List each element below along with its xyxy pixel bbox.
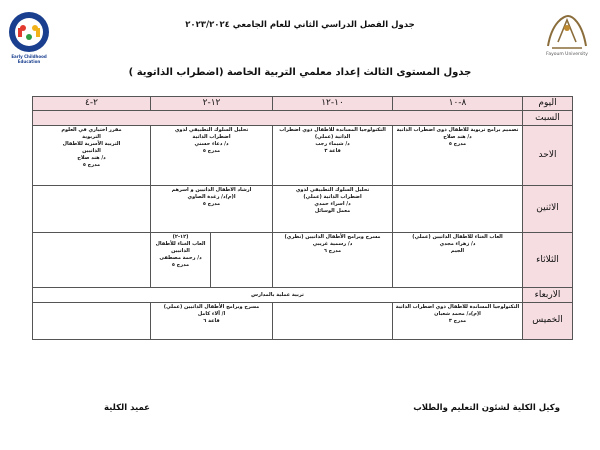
saturday-empty: [33, 111, 523, 125]
sunday-12-2: تحليل السلوك التطبيقي لذوي اضطراب الذاتية د/ دعاء حسني مدرج ٥: [151, 125, 273, 185]
col-header-12-2: ١٢-٢: [151, 97, 273, 111]
monday-8-10: [393, 185, 523, 232]
day-thursday: الخميس: [523, 302, 573, 339]
row-sunday: [33, 125, 573, 185]
col-header-day: اليوم: [523, 97, 573, 111]
right-logo-caption: Fayoum University: [546, 52, 588, 57]
day-monday: الاثنين: [523, 185, 573, 232]
tuesday-10-12: مسرح وبرامج الأطفال الذاتيين (نظري) د/ رسمية غريبي مدرج ٦: [273, 232, 393, 288]
row-wednesday: [33, 288, 573, 302]
document-title: جدول الفصل الدراسي الثاني للعام الجامعي ٢٠٢٣/٢٠٢٤: [185, 20, 415, 30]
left-logo-caption: Early Childhood Education: [11, 54, 47, 64]
wednesday-practicum: تربية عملية بالمدارس: [33, 288, 523, 302]
day-wednesday: الاربعاء: [523, 288, 573, 302]
sunday-2-4: مقرر اختياري في العلوم التربوية التربية الأسرية للاطفال الذاتيين د/ هند صلاح مدرج ٥: [33, 125, 151, 185]
row-tuesday: [33, 232, 573, 288]
col-header-2-4: ٢-٤: [33, 97, 151, 111]
thursday-10-12: [273, 302, 393, 339]
header-row: [33, 97, 573, 111]
vice-dean-signature: وكيل الكلية لشئون التعليم والطلاب: [413, 403, 560, 413]
early-childhood-logo: [4, 8, 54, 66]
schedule-subtitle: جدول المستوى الثالث إعداد معلمي التربية الخاصة (اضطراب الذاتوية ): [128, 67, 472, 78]
row-thursday: [33, 302, 573, 339]
tuesday-12-2-right: [211, 232, 273, 288]
tuesday-12-2-left: (١٢-٢) العاب الغناء للأطفال الذاتيين د/ رحمة مصطفى مدرج ٥: [151, 232, 211, 288]
monday-2-4: [33, 185, 151, 232]
tuesday-2-4: [33, 232, 151, 288]
row-saturday: [33, 111, 573, 125]
day-tuesday: الثلاثاء: [523, 232, 573, 288]
fayoum-university-logo: [538, 12, 596, 64]
dean-signature: عميد الكلية: [104, 403, 150, 413]
sunday-10-12: التكنولوجيا المساندة للاطفال ذوي اضطراب الذاتية (عملي) د/ شيماء رجب قاعة ٣: [273, 125, 393, 185]
thursday-12-2: مسرح وبرامج الأطفال الذاتيين (عملي) ا/ آلاء كامل قاعة ٦: [151, 302, 273, 339]
tuesday-8-10: العاب الغناء للاطفال الذاتيين (عملي) د/ زهراء مجدي الجيم: [393, 232, 523, 288]
schedule-table: [32, 96, 573, 340]
row-monday: [33, 185, 573, 232]
monday-12-2: ارشاد الاطفال الذاتيين و اسرهم ا(م)د/ رغدة الصاوي مدرج ٥: [151, 185, 273, 232]
col-header-10-12: ١٠-١٢: [273, 97, 393, 111]
day-sunday: الاحد: [523, 125, 573, 185]
col-header-8-10: ٨-١٠: [393, 97, 523, 111]
thursday-8-10: التكنولوجيا المساندة للاطفال ذوي اضطراب الذاتية ا(م)د/ محمد شعبان مدرج ٣: [393, 302, 523, 339]
sunday-8-10: تصميم برامج تربوية للاطفال ذوى اضطراب الذاتية د/ هند صلاح مدرج ٥: [393, 125, 523, 185]
day-saturday: السبت: [523, 111, 573, 125]
thursday-2-4: [33, 302, 151, 339]
monday-10-12: تحليل السلوك التطبيقي لذوي اضطراب الذاتية (عملي) د/ اسراء حمدي معمل الوسائل: [273, 185, 393, 232]
